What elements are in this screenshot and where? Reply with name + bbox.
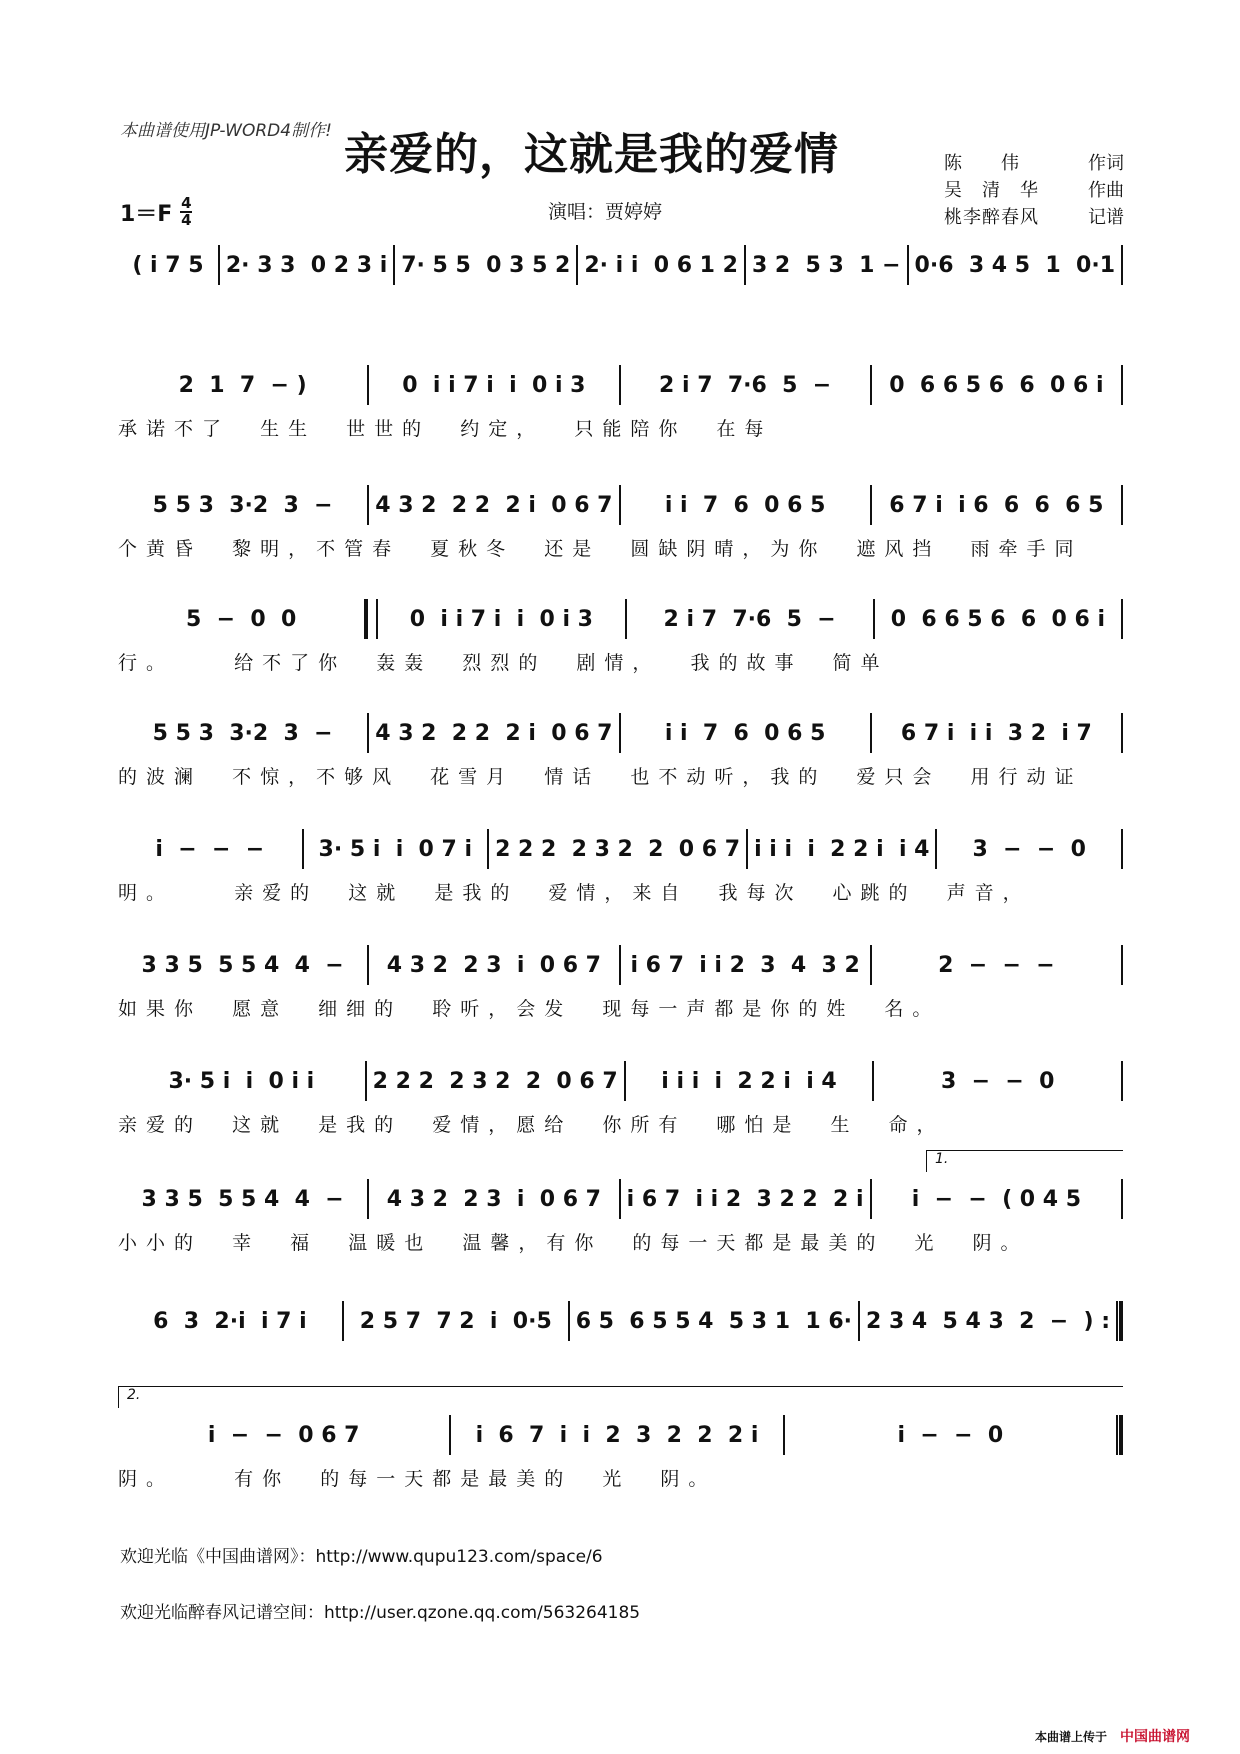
- volta-bracket: 1.: [926, 1150, 1123, 1172]
- barline: [364, 599, 378, 639]
- measure: i − − 0: [897, 1422, 1004, 1448]
- measure: 2 5 7 7 2 i 0·5: [359, 1308, 552, 1334]
- notes-row: [118, 242, 1123, 288]
- measure: 2· 3 3 0 2 3 i: [225, 252, 388, 278]
- measure: 6 3 2·i i 7 i: [153, 1308, 307, 1334]
- barline-end: [1121, 245, 1123, 285]
- site-logo: 中国曲谱网: [1120, 1729, 1190, 1745]
- measure: 3 3 5 5 5 4 4 −: [141, 952, 344, 978]
- measure: 3 − − 0: [940, 1068, 1055, 1094]
- footer-link-qupu[interactable]: 欢迎光临《中国曲谱网》：http://www.qupu123.com/space/6: [120, 1547, 603, 1567]
- measure: 0 i i 7 i i 0 i 3: [409, 606, 593, 632]
- measure: 6 5 6 5 5 4 5 3 1 1 6·: [575, 1308, 852, 1334]
- measure: 2 3 4 5 4 3 2 − ) :: [866, 1308, 1111, 1334]
- measure: 2 − − −: [938, 952, 1055, 978]
- measure: 3· 5 i i 0 i i: [168, 1068, 315, 1094]
- measure: 2 i 7 7·6 5 −: [659, 372, 832, 398]
- barline-end: [1121, 1179, 1123, 1219]
- measure: 5 5 3 3·2 3 −: [152, 720, 333, 746]
- lyrics-line: 明。 亲爱的 这就 是我的 爱情，来自 我每次 心跳的 声音，: [118, 882, 1031, 904]
- barline-end: [1121, 1061, 1123, 1101]
- barline-end: [1121, 945, 1123, 985]
- measure: i − − 0 6 7: [207, 1422, 360, 1448]
- time-signature: [180, 196, 192, 228]
- measure: i 6 7 i i 2 3 4 3 2: [630, 952, 860, 978]
- lyrics-line: 的波澜 不惊，不够风 花雪月 情话 也不动听，我的 爱只会 用行动证: [118, 766, 1083, 788]
- lyrics-line: 阴。 有你 的每一天都是最美的 光 阴。: [118, 1468, 717, 1490]
- measure: 3 2 5 3 1 −: [751, 252, 901, 278]
- credits: [944, 150, 1124, 231]
- measure: ( i 7 5: [132, 252, 204, 278]
- measure: 2· i i 0 6 1 2: [584, 252, 738, 278]
- notes-row: [118, 1298, 1123, 1344]
- notes-row: [118, 942, 1123, 988]
- measure: i i i i 2 2 i i 4: [754, 836, 930, 862]
- volta-bracket: 2.: [118, 1386, 1123, 1408]
- measure: 4 3 2 2 3 i 0 6 7: [386, 952, 601, 978]
- measure: 2 2 2 2 3 2 2 0 6 7: [495, 836, 741, 862]
- measure: i 6 7 i i 2 3 2 2 2 i: [475, 1422, 759, 1448]
- upload-note: 本曲谱上传于: [1035, 1730, 1108, 1744]
- notes-row: [118, 362, 1123, 408]
- notes-row: [118, 1176, 1123, 1222]
- measure: 7· 5 5 0 3 5 2: [401, 252, 571, 278]
- barline-end: [1116, 1301, 1123, 1341]
- measure: 2 i 7 7·6 5 −: [663, 606, 836, 632]
- measure: 6 7 i i 6 6 6 6 5: [889, 492, 1104, 518]
- measure: 3· 5 i i 0 7 i: [318, 836, 473, 862]
- measure: 3 3 5 5 5 4 4 −: [141, 1186, 344, 1212]
- measure: i i i i 2 2 i i 4: [661, 1068, 837, 1094]
- measure: 4 3 2 2 2 2 i 0 6 7: [375, 492, 613, 518]
- measure: 2 2 2 2 3 2 2 0 6 7: [372, 1068, 618, 1094]
- notes-row: [118, 482, 1123, 528]
- footer-link-qzone[interactable]: 欢迎光临醉春风记谱空间：http://user.qzone.qq.com/563264185: [120, 1603, 641, 1623]
- notes-row: [118, 710, 1123, 756]
- notes-row: [118, 826, 1123, 872]
- time-signature-top: 4: [181, 194, 192, 212]
- measure: i − − ( 0 4 5: [911, 1186, 1082, 1212]
- measure: i − − −: [155, 836, 265, 862]
- measure: 5 5 3 3·2 3 −: [152, 492, 333, 518]
- barline-end: [1116, 1415, 1123, 1455]
- measure: 6 7 i i i 3 2 i 7: [900, 720, 1092, 746]
- notes-row: [118, 596, 1123, 642]
- measure: 4 3 2 2 3 i 0 6 7: [386, 1186, 601, 1212]
- barline-end: [1121, 485, 1123, 525]
- measure: 0 6 6 5 6 6 0 6 i: [890, 606, 1105, 632]
- measure: 0·6 3 4 5 1 0·1: [914, 252, 1115, 278]
- lyrics-line: 承诺不了 生生 世世的 约定， 只能陪你 在每: [118, 418, 773, 440]
- barline-end: [1121, 713, 1123, 753]
- lyrics-line: 个黄昏 黎明，不管春 夏秋冬 还是 圆缺阴晴，为你 遮风挡 雨牵手同: [118, 538, 1083, 560]
- notes-row: [118, 1058, 1123, 1104]
- measure: i i 7 6 0 6 5: [664, 720, 826, 746]
- lyrics-line: 如果你 愿意 细细的 聆听，会发 现每一声都是你的姓 名。: [118, 998, 941, 1020]
- measure: i i 7 6 0 6 5: [664, 492, 826, 518]
- barline-end: [1121, 365, 1123, 405]
- measure: i 6 7 i i 2 3 2 2 2 i: [626, 1186, 864, 1212]
- lyrics-line: 亲爱的 这就 是我的 爱情，愿给 你所有 哪怕是 生 命，: [118, 1114, 945, 1136]
- song-title: 亲爱的，这就是我的爱情: [344, 129, 839, 180]
- barline-end: [1121, 829, 1123, 869]
- measure: 3 − − 0: [972, 836, 1086, 862]
- measure: 5 − 0 0: [185, 606, 297, 632]
- time-signature-bottom: 4: [181, 211, 192, 229]
- measure: 0 i i 7 i i 0 i 3: [402, 372, 586, 398]
- notes-row: [118, 1412, 1123, 1458]
- singer-credit: 演唱：贾婷婷: [548, 201, 663, 223]
- lyrics-line: 小小的 幸 福 温暖也 温馨，有你 的每一天都是最美的 光 阴。: [118, 1232, 1029, 1254]
- key-label: 1＝F: [120, 201, 173, 227]
- credit-transcriber: 桃李醉春风 记谱: [944, 207, 1124, 228]
- lyrics-line: 行。 给不了你 轰轰 烈烈的 剧情， 我的故事 简单: [118, 652, 889, 674]
- credit-composer: 吴 清 华 作曲: [944, 180, 1124, 201]
- measure: 2 1 7 − ): [178, 372, 307, 398]
- barline-end: [1121, 599, 1123, 639]
- measure: 0 6 6 5 6 6 0 6 i: [889, 372, 1104, 398]
- maker-note: 本曲谱使用JP-WORD4制作!: [120, 121, 332, 141]
- key-signature: [120, 196, 192, 228]
- measure: 4 3 2 2 2 2 i 0 6 7: [375, 720, 613, 746]
- credit-lyricist: 陈 伟 作词: [944, 153, 1124, 174]
